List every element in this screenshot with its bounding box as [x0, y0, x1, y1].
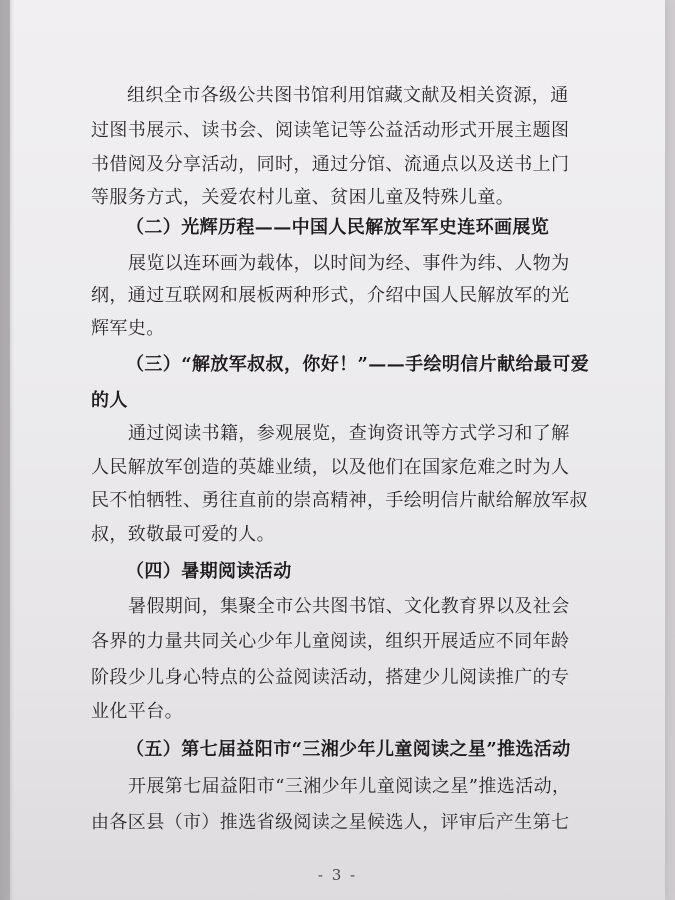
body-text-line: 各界的力量共同关心少年儿童阅读，组织开展适应不同年龄 — [91, 631, 570, 652]
section-heading: （五）第七届益阳市“三湘少年儿童阅读之星”推选活动 — [126, 739, 571, 760]
body-text-line: 组织全市各级公共图书馆利用馆藏文献及相关资源，通 — [127, 85, 569, 106]
body-text-line: 等服务方式，关爱农村儿童、贫困儿童及特殊儿童。 — [91, 187, 515, 208]
body-text-line: 书借阅及分享活动，同时，通过分馆、流通点以及送书上门 — [91, 154, 570, 175]
section-heading: （三）“解放军叔叔，你好！”——手绘明信片献给最可爱 — [126, 354, 590, 375]
body-text-line: 通过阅读书籍，参观展览，查询资讯等方式学习和了解 — [128, 423, 570, 444]
body-text-line: 民不怕牺牲、勇往直前的崇高精神，手绘明信片献给解放军叔 — [91, 490, 588, 511]
body-text-line: 由各区县（市）推选省级阅读之星候选人，评审后产生第七 — [91, 812, 570, 833]
body-text-line: 阶段少儿身心特点的公益阅读活动，搭建少儿阅读推广的专 — [91, 667, 570, 688]
body-text-line: 业化平台。 — [91, 701, 183, 722]
body-text-line: 过图书展示、读书会、阅读笔记等公益活动形式开展主题图 — [91, 120, 570, 141]
body-text-line: 展览以连环画为载体，以时间为经、事件为纬、人物为 — [128, 253, 570, 274]
body-text-line: 辉军史。 — [91, 318, 165, 339]
section-heading: （四）暑期阅读活动 — [126, 561, 292, 582]
section-heading: 的人 — [91, 390, 128, 411]
body-text-line: 叔，致敬最可爱的人。 — [91, 524, 275, 545]
body-text-line: 暑假期间，集聚全市公共图书馆、文化教育界以及社会 — [128, 596, 570, 617]
page-number: - 3 - — [317, 866, 358, 884]
body-text-line: 人民解放军创造的英雄业绩，以及他们在国家危难之时为人 — [91, 457, 570, 478]
body-text-line: 开展第七届益阳市“三湘少年儿童阅读之星”推选活动， — [128, 776, 571, 797]
section-heading: （二）光辉历程——中国人民解放军军史连环画展览 — [126, 217, 550, 238]
body-text-line: 纲，通过互联网和展板两种形式，介绍中国人民解放军的光 — [91, 285, 570, 306]
